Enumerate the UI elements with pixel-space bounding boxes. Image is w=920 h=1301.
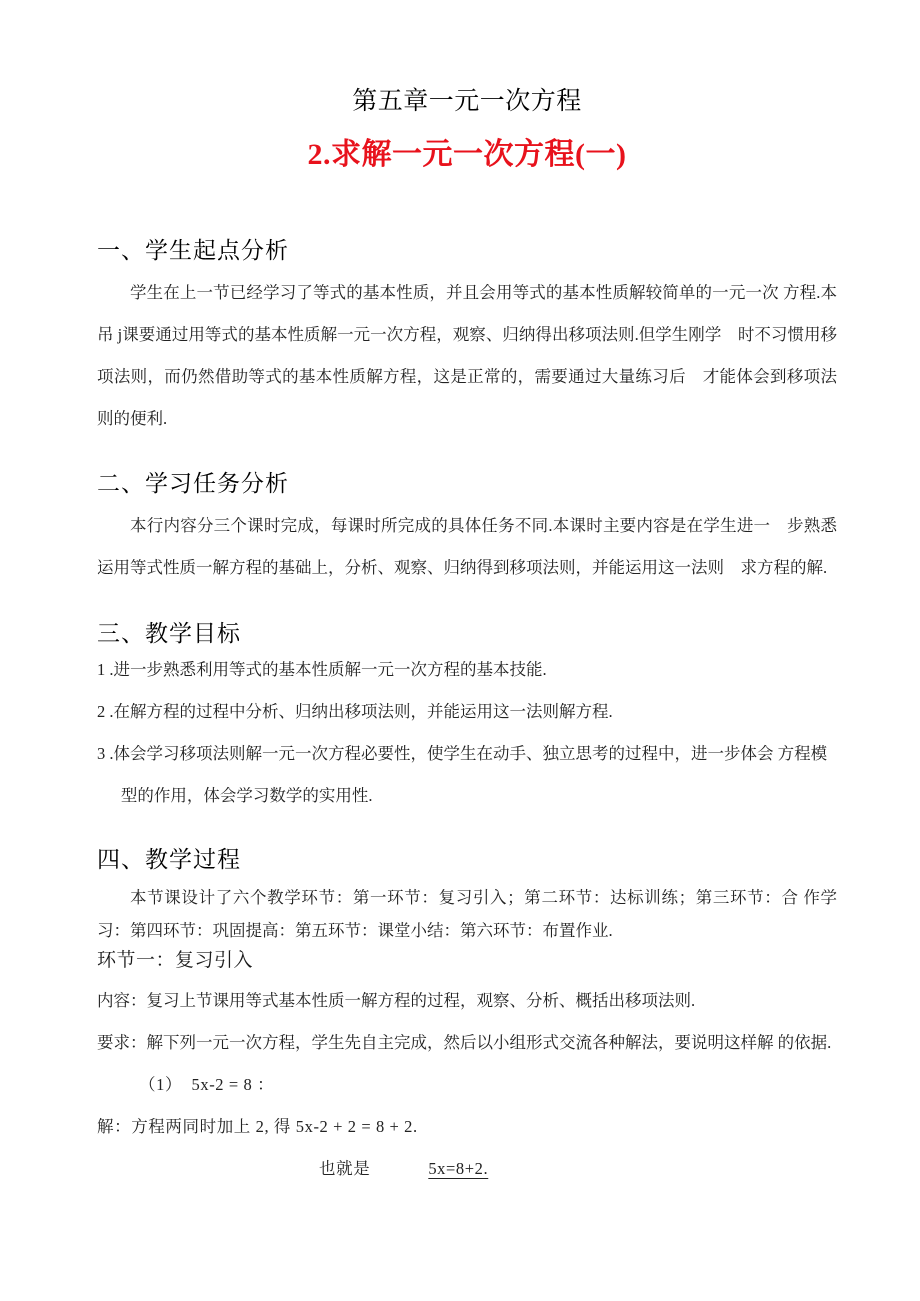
chapter-title: 第五章一元一次方程 (352, 88, 582, 115)
section-1-paragraph: 学生在上一节已经学习了等式的基本性质，并且会用等式的基本性质解较简单的一元一次 方程.本吊 j课要通过用等式的基本性质解一元一次方程，观察、归纳得出移项法则.但学生刚学 时不习惯用移项法则，而仍然借助等式的基本性质解方程，这是正常的，需要通过大量练习后 才能体会到移项法则的便利. (97, 283, 837, 429)
equation-also-line (97, 1148, 837, 1190)
equation-also-result: 5x=8+2. (428, 1159, 489, 1179)
teaching-process-intro: 本节课设计了六个教学环节：第一环节：复习引入；第二环节：达标训练；第三环节：合 作学习：第四环节：巩固提高：第五环节：课堂小结：第六环节：布置作业. (97, 887, 837, 940)
section-heading-teaching-process: 四、教学过程 (97, 846, 241, 872)
equation-solution-line: 解：方程两同时加上 2, 得 5x-2 + 2 = 8 + 2. (97, 1117, 418, 1137)
section-heading-student-analysis: 一、学生起点分析 (97, 238, 289, 264)
section-heading-teaching-goals: 三、教学目标 (97, 621, 241, 647)
equation-also-label: 也就是 (319, 1159, 371, 1179)
section-heading-task-analysis: 二、学习任务分析 (97, 471, 289, 497)
goal-item-3: 3 .体会学习移项法则解一元一次方程必要性，使学生在动手、独立思考的过程中，进一步体会 方程模型的作用，体会学习数学的实用性. (97, 743, 828, 805)
equation-problem-line (97, 1064, 837, 1106)
equation-problem-expression: 5x-2 = 8 ： (191, 1075, 275, 1095)
goal-item-2: 2 .在解方程的过程中分析、归纳出移项法则，并能运用这一法则解方程. (97, 701, 613, 721)
subsection-requirement-line: 要求：解下列一元一次方程，学生先自主完成，然后以小组形式交流各种解法，要说明这样解 的依据. (97, 1033, 832, 1053)
subsection-content-line: 内容：复习上节课用等式基本性质一解方程的过程，观察、分析、概括出移项法则. (97, 991, 696, 1011)
lesson-title: 2.求解一元一次方程(一) (307, 138, 627, 172)
document-content (97, 0, 837, 1190)
section-2-paragraph: 本行内容分三个课时完成，每课时所完成的具体任务不同.本课时主要内容是在学生进一 步熟悉运用等式性质一解方程的基础上，分析、观察、归纳得到移项法则，并能运用这一法则 求方程的解. (97, 516, 837, 578)
goal-item-1: 1 .进一步熟悉利用等式的基本性质解一元一次方程的基本技能. (97, 659, 547, 679)
subsection-heading-review-intro: 环节一：复习引入 (97, 949, 254, 971)
equation-problem-label: （1） (139, 1075, 183, 1095)
